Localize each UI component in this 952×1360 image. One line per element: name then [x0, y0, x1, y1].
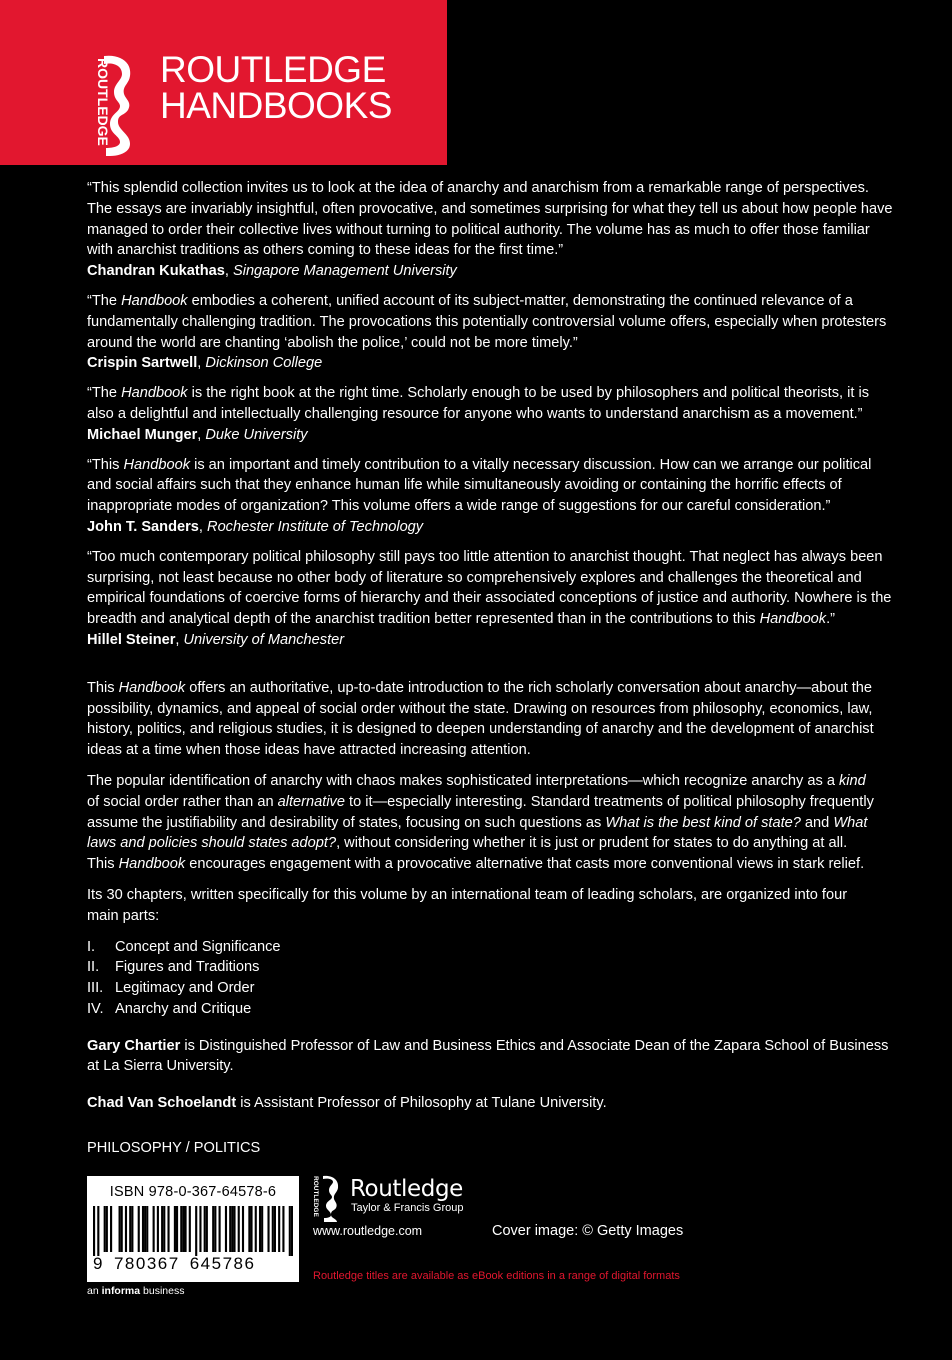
- barcode-bar: [214, 1206, 216, 1252]
- endorsement-attribution: Hillel Steiner, University of Manchester: [87, 631, 345, 648]
- endorsement-attribution: John T. Sanders, Rochester Institute of Technology: [87, 518, 424, 535]
- endorsement-attribution: Michael Munger, Duke University: [87, 426, 308, 443]
- endorsement: [87, 291, 899, 374]
- barcode-bar: [204, 1206, 206, 1252]
- barcode-bar: [182, 1206, 184, 1252]
- barcode-bar: [250, 1206, 252, 1252]
- part-item: [87, 957, 899, 978]
- barcode-bar: [167, 1206, 169, 1252]
- endorser-name: Hillel Steiner: [87, 631, 176, 648]
- part-label: Concept and Significance: [115, 938, 281, 955]
- barcode-bar: [225, 1206, 227, 1252]
- barcode-bar: [289, 1206, 291, 1256]
- description-paragraph-3: Its 30 chapters, written specifically for this volume by an international team of leading scholars, are organized into four main parts:: [87, 886, 848, 924]
- barcode-bar: [219, 1206, 221, 1252]
- publisher-name: Routledge: [350, 1176, 463, 1202]
- parts-list: [87, 937, 899, 1020]
- barcode-bar: [195, 1206, 197, 1256]
- barcode-bar: [255, 1206, 257, 1252]
- informa-business-note: an informa business: [87, 1285, 185, 1297]
- barcode-bar: [142, 1206, 144, 1252]
- barcode-bar: [104, 1206, 106, 1252]
- barcode-bar: [212, 1206, 214, 1252]
- barcode-bar: [180, 1206, 182, 1252]
- part-item: [87, 978, 899, 999]
- barcode-bar: [184, 1206, 186, 1252]
- barcode-bar: [272, 1206, 274, 1252]
- logo-vertical-text: ROUTLEDGE: [95, 58, 111, 146]
- endorsement: [87, 547, 899, 651]
- barcode-bar: [144, 1206, 146, 1252]
- ebook-availability-note: Routledge titles are available as eBook editions in a range of digital formats: [313, 1270, 680, 1282]
- barcode-bar: [138, 1206, 140, 1252]
- routledge-profile-logo-icon: [80, 52, 138, 160]
- editor-bio-1: Gary Chartier is Distinguished Professor of Law and Business Ethics and Associate Dean of the Zapara School of Business at La Sierra University.: [87, 1037, 889, 1075]
- endorsement-quote: “Too much contemporary political philosophy still pays too little attention to anarchist thought. That neglect has always been surprising, not least because no other body of literature so comprehensively explores and challenges the theoretical and empirical foundations of coercive forms of hierarchy and their associated conceptions of justice and authority. Nowhere is the breadth and analytical depth of the anarchist tradition better represented than in the contributions to this Handbook.”: [87, 548, 892, 628]
- barcode-bar: [125, 1206, 127, 1252]
- endorsement-quote: “This splendid collection invites us to look at the idea of anarchy and anarchism from a remarkable range of perspectives. The essays are invariably insightful, often provocative, and sometimes surprising for what they tell us about how people have managed to order their collective lives without turning to political authority. The volume has as much to offer those familiar with anarchist traditions as others coming to these ideas for the first time.”: [87, 180, 893, 259]
- endorser-name: John T. Sanders: [87, 518, 199, 535]
- publisher-logo-vertical-text: ROUTLEDGE: [312, 1176, 319, 1217]
- back-cover-text: [87, 178, 899, 1159]
- endorsement-quote: “The Handbook embodies a coherent, unified account of its subject-matter, demonstrating the continued relevance of a fundamentally challenging tradition. The provocations this potentially controversial volume offers, especially when protesters around the world are chanting ‘abolish the police,’ could not be more timely.”: [87, 292, 887, 351]
- endorsement-attribution: Chandran Kukathas, Singapore Management University: [87, 263, 457, 280]
- series-title: [160, 49, 392, 126]
- part-label: Figures and Traditions: [115, 959, 260, 976]
- barcode-bar: [206, 1206, 208, 1252]
- barcode-bar: [291, 1206, 293, 1256]
- book-description: [87, 678, 899, 1020]
- endorser-name: Michael Munger: [87, 426, 198, 443]
- endorsement-quote: “The Handbook is the right book at the right time. Scholarly enough to be used by philosophers and political theorists, it is also a delightful and intellectually challenging resource for anyone who wants to understand anarchism as a movement.”: [87, 385, 870, 422]
- description-paragraph-1: This Handbook offers an authoritative, up-to-date introduction to the rich scholarly conversation about anarchy—about the possibility, dynamics, and appeal of social order without the state. Drawing on resources from philosophy, economics, law, history, politics, and religious studies, it is designed to deepen understanding of anarchy and the development of anarchist ideas at a time when those ideas have attracted increasing attention.: [87, 679, 874, 759]
- endorser-affiliation: University of Manchester: [183, 631, 345, 648]
- isbn-label: ISBN 978-0-367-64578-6: [109, 1184, 277, 1200]
- barcode-bar: [97, 1206, 99, 1256]
- barcode-bar: [259, 1206, 261, 1252]
- series-brand-block: [0, 0, 447, 165]
- editor-name: Gary Chartier: [87, 1037, 181, 1054]
- routledge-publisher-logo-icon: [311, 1174, 341, 1222]
- endorsement: [87, 383, 899, 445]
- editor-bio-2: Chad Van Schoelandt is Assistant Professor of Philosophy at Tulane University.: [87, 1095, 607, 1112]
- barcode-digits: 9 780367 645786: [93, 1254, 256, 1273]
- barcode-bar: [282, 1206, 284, 1252]
- publisher-url[interactable]: www.routledge.com: [313, 1224, 423, 1238]
- endorser-name: Chandran Kukathas: [87, 263, 225, 280]
- series-title-line1: ROUTLEDGE: [160, 49, 386, 90]
- barcode-bar: [157, 1206, 159, 1252]
- endorsement: [87, 455, 899, 538]
- description-paragraph-2: The popular identification of anarchy with chaos makes sophisticated interpretations—which recognize anarchy as a kind of social order rather than an alternative to it—especially interesting. Standard treatments of political philosophy frequently assume the justifiability and desirability of states, focusing on such questions as What is the best kind of state? and What laws and policies should states adopt?, without considering whether it is just or prudent for states to do anything at all. This Handbook encourages engagement with a provocative alternative that casts more conventional views in stark relief.: [87, 772, 874, 873]
- editor-name: Chad Van Schoelandt: [87, 1095, 237, 1112]
- isbn-barcode: [87, 1176, 299, 1282]
- part-number: IV.: [87, 1000, 104, 1017]
- barcode-bar: [93, 1206, 95, 1256]
- barcode-bar: [229, 1206, 231, 1252]
- barcode-bar: [163, 1206, 165, 1252]
- endorsement-quote: “This Handbook is an important and timely contribution to a vitally necessary discussion. How can we arrange our political and social affairs such that they enhance human life while simultaneously avoiding or containing the horrific effects of inappropriate modes of organization? This volume offers a wide range of suggestions for our careful consideration.”: [87, 456, 872, 515]
- barcode-bar: [129, 1206, 131, 1252]
- barcode-bar: [242, 1206, 244, 1252]
- part-label: Legitimacy and Order: [115, 980, 255, 997]
- part-number: II.: [87, 959, 100, 976]
- barcode-bar: [174, 1206, 176, 1252]
- endorsement-attribution: Crispin Sartwell, Dickinson College: [87, 355, 323, 372]
- barcode-bar: [106, 1206, 108, 1252]
- barcode-bar: [153, 1206, 155, 1252]
- barcode-bar: [274, 1206, 276, 1252]
- endorsement: [87, 178, 899, 282]
- barcode-bar: [119, 1206, 121, 1252]
- subject-category: PHILOSOPHY / POLITICS: [87, 1140, 261, 1157]
- part-number: I.: [87, 938, 96, 955]
- barcode-bar: [121, 1206, 123, 1252]
- barcode-bar: [110, 1206, 112, 1252]
- barcode-bar: [267, 1206, 269, 1252]
- part-item: [87, 999, 899, 1020]
- barcode-bar: [161, 1206, 163, 1252]
- barcode-bar: [238, 1206, 240, 1252]
- endorser-name: Crispin Sartwell: [87, 355, 198, 372]
- barcode-bar: [278, 1206, 280, 1252]
- part-label: Anarchy and Critique: [115, 1000, 252, 1017]
- endorser-affiliation: Duke University: [205, 426, 308, 443]
- barcode-bars: [93, 1206, 293, 1256]
- barcode-bar: [233, 1206, 235, 1252]
- publisher-group: Taylor & Francis Group: [351, 1202, 464, 1214]
- part-number: III.: [87, 980, 104, 997]
- barcode-bar: [131, 1206, 133, 1252]
- barcode-bar: [199, 1206, 201, 1252]
- barcode-bar: [176, 1206, 178, 1252]
- endorser-affiliation: Dickinson College: [205, 355, 323, 372]
- barcode-bar: [261, 1206, 263, 1252]
- endorsements: [87, 178, 899, 651]
- part-item: [87, 937, 899, 958]
- series-title-line2: HANDBOOKS: [160, 85, 392, 126]
- endorser-affiliation: Singapore Management University: [232, 263, 457, 280]
- cover-image-credit: Cover image: © Getty Images: [492, 1223, 684, 1239]
- barcode-bar: [146, 1206, 148, 1252]
- endorser-affiliation: Rochester Institute of Technology: [207, 518, 424, 535]
- barcode-bar: [248, 1206, 250, 1252]
- barcode-bar: [231, 1206, 233, 1252]
- barcode-bar: [189, 1206, 191, 1252]
